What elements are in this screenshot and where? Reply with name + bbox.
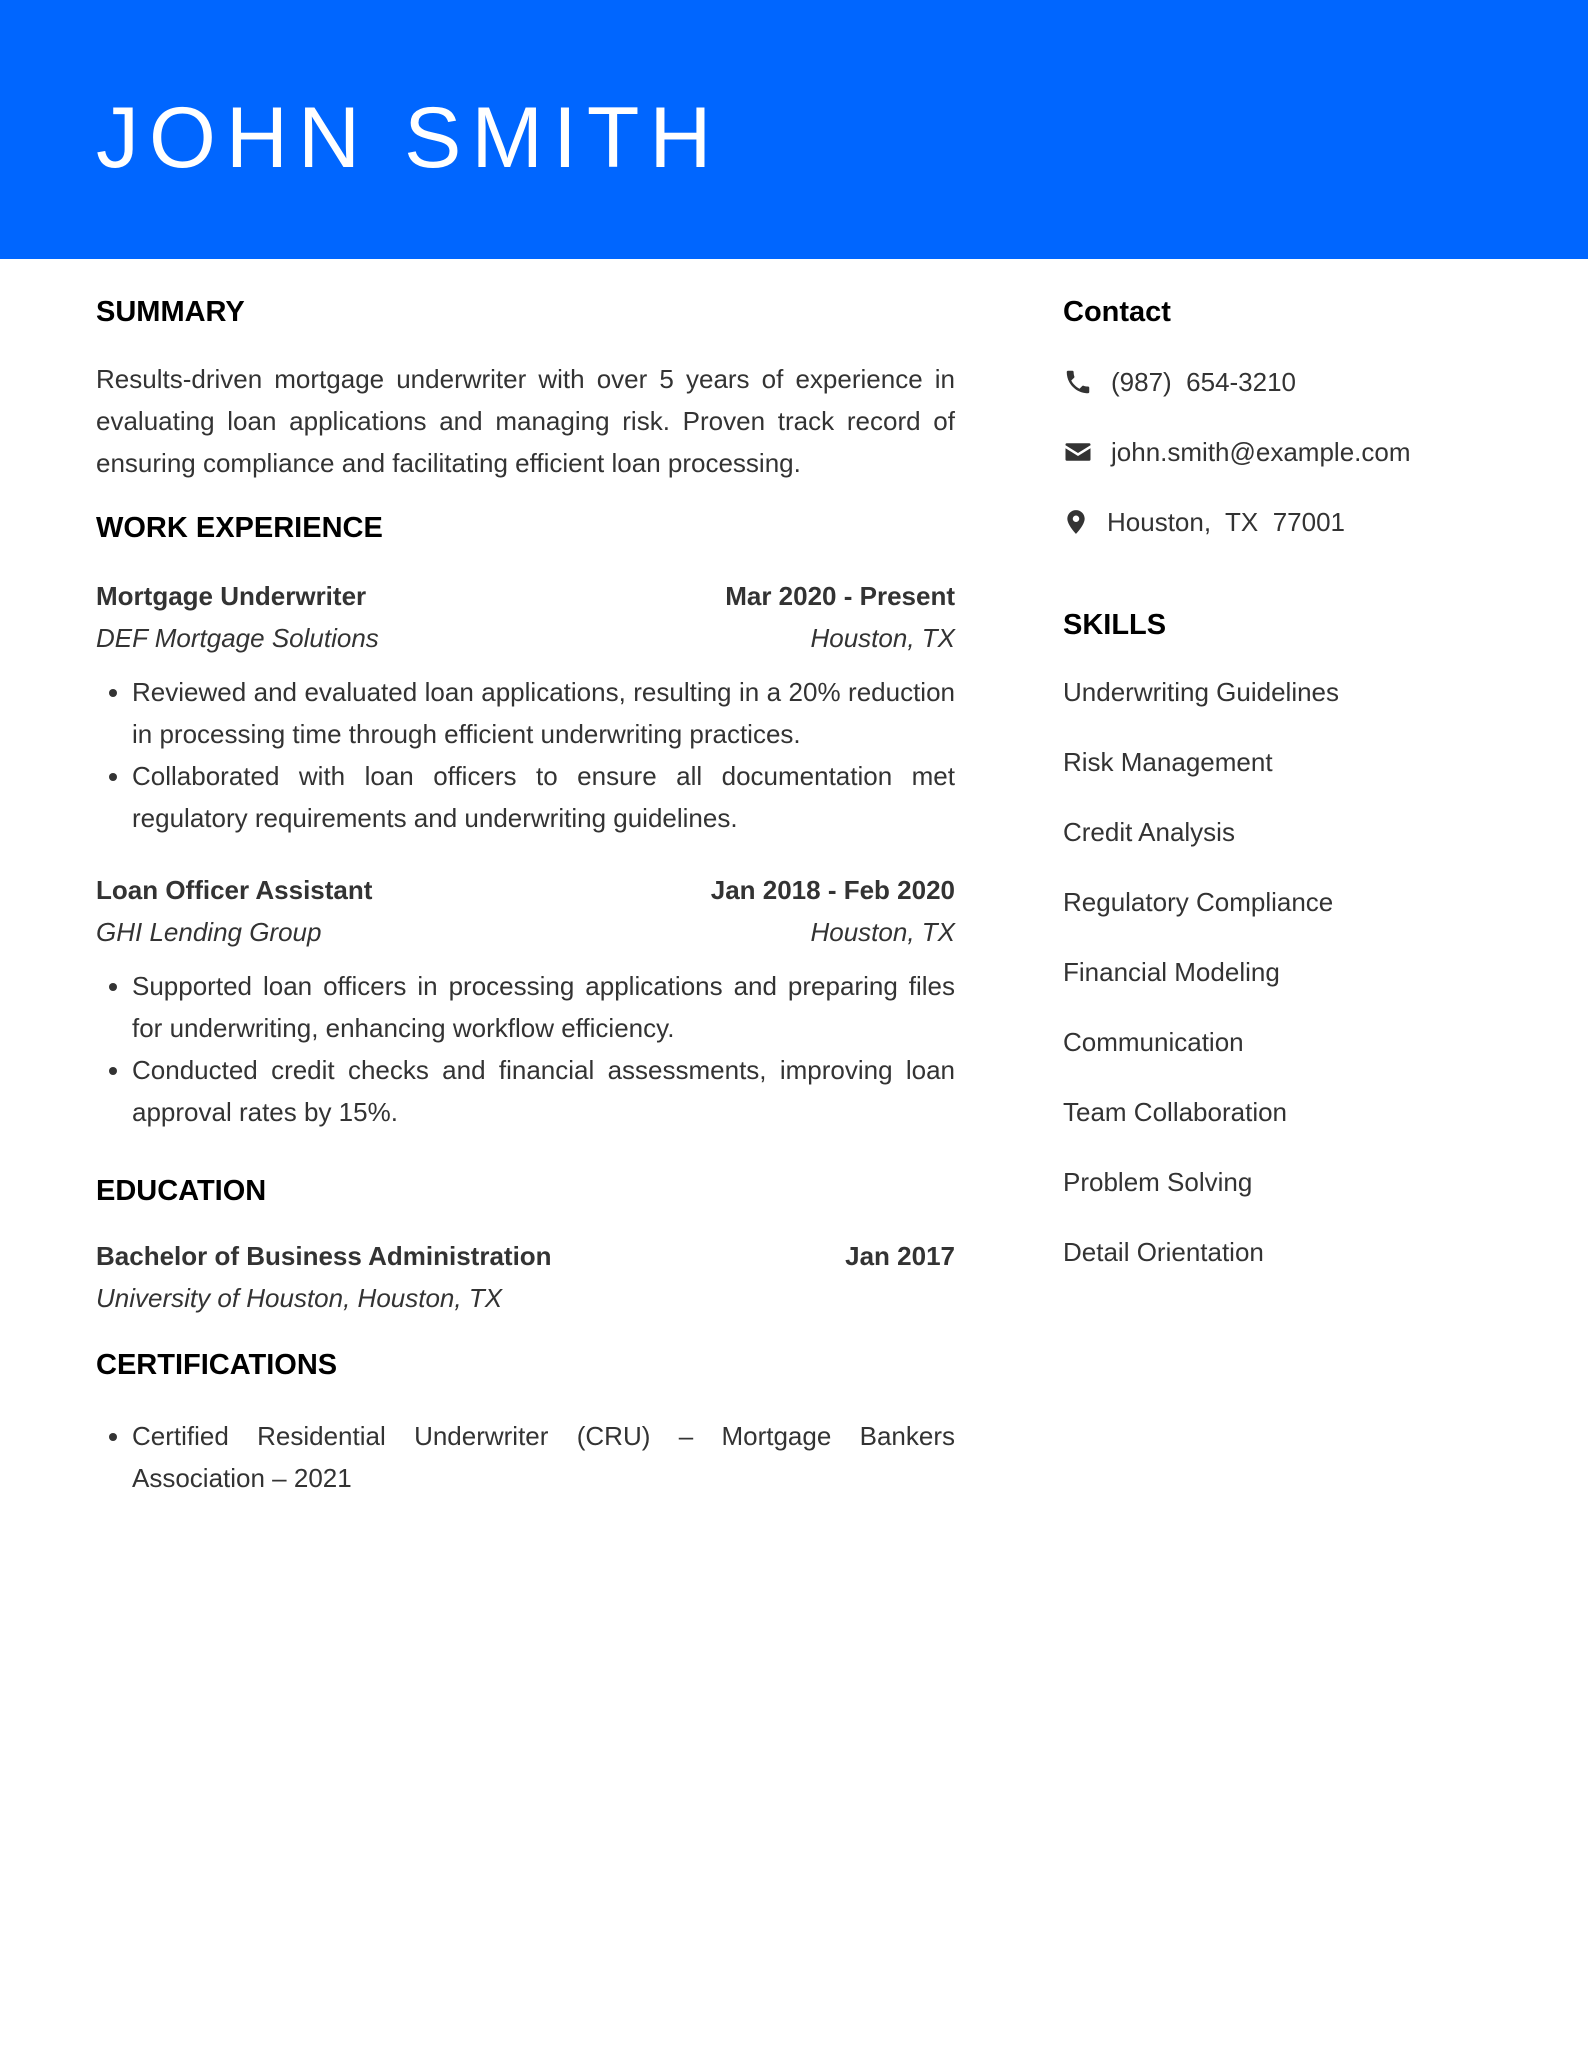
address: Houston, TX 77001 bbox=[1107, 507, 1346, 537]
skill-item: Communication bbox=[1063, 1027, 1244, 1057]
skill-item: Problem Solving bbox=[1063, 1167, 1253, 1197]
certifications-list bbox=[96, 1415, 955, 1499]
job-location: Houston, TX bbox=[810, 917, 955, 947]
job-bullet: • Conducted credit checks and financial assessments, improving loan approval rates by 15%. bbox=[132, 1049, 955, 1133]
job-company: GHI Lending Group bbox=[96, 917, 322, 947]
skill-item: Financial Modeling bbox=[1063, 957, 1280, 987]
job-location: Houston, TX bbox=[810, 623, 955, 653]
job-bullets bbox=[96, 671, 955, 839]
skills-heading: SKILLS bbox=[1063, 609, 1167, 641]
job-entry bbox=[96, 869, 955, 1133]
job-dates: Mar 2020 - Present bbox=[725, 581, 955, 611]
sidebar-column bbox=[1063, 292, 1503, 1273]
main-column bbox=[96, 292, 955, 1499]
certifications-heading: CERTIFICATIONS bbox=[96, 1349, 338, 1381]
degree: Bachelor of Business Administration bbox=[96, 1241, 552, 1271]
skill-item: Team Collaboration bbox=[1063, 1097, 1288, 1127]
certification-item: • Certified Residential Underwriter (CRU) – Mortgage Bankers Association – 2021 bbox=[132, 1415, 955, 1499]
education-heading: EDUCATION bbox=[96, 1175, 267, 1207]
map-pin-icon bbox=[1063, 507, 1089, 537]
job-role: Mortgage Underwriter bbox=[96, 581, 367, 611]
contact-email bbox=[1063, 431, 1503, 473]
job-bullet: • Collaborated with loan officers to ensure all documentation met regulatory requirements and underwriting guidelines. bbox=[132, 755, 955, 839]
job-bullets bbox=[96, 965, 955, 1133]
contact-location bbox=[1063, 501, 1503, 543]
contact-heading: Contact bbox=[1063, 296, 1171, 328]
school: University of Houston, Houston, TX bbox=[96, 1283, 503, 1313]
skill-item: Regulatory Compliance bbox=[1063, 887, 1334, 917]
job-bullet: • Reviewed and evaluated loan applications, resulting in a 20% reduction in processing time through efficient underwriting practices. bbox=[132, 671, 955, 755]
skill-item: Risk Management bbox=[1063, 747, 1273, 777]
job-dates: Jan 2018 - Feb 2020 bbox=[710, 875, 955, 905]
phone-icon bbox=[1063, 367, 1093, 397]
candidate-name: JOHN SMITH bbox=[96, 90, 722, 186]
email-address: john.smith@example.com bbox=[1111, 437, 1411, 467]
education-date: Jan 2017 bbox=[845, 1241, 955, 1271]
skill-item: Detail Orientation bbox=[1063, 1237, 1264, 1267]
skills-list bbox=[1063, 671, 1503, 1273]
work-experience-heading: WORK EXPERIENCE bbox=[96, 512, 383, 544]
skill-item: Credit Analysis bbox=[1063, 817, 1235, 847]
envelope-icon bbox=[1063, 437, 1093, 467]
summary-heading: SUMMARY bbox=[96, 296, 245, 328]
contact-phone bbox=[1063, 361, 1503, 403]
header-banner bbox=[0, 0, 1588, 259]
job-role: Loan Officer Assistant bbox=[96, 875, 373, 905]
education-entry bbox=[96, 1235, 955, 1319]
job-bullet: • Supported loan officers in processing applications and preparing files for underwriting, enhancing workflow efficiency. bbox=[132, 965, 955, 1049]
job-company: DEF Mortgage Solutions bbox=[96, 623, 379, 653]
summary-text: Results-driven mortgage underwriter with over 5 years of experience in evaluating loan applications and managing risk. Proven track record of ensuring compliance and facilitating efficient loan processing. bbox=[96, 364, 955, 478]
skill-item: Underwriting Guidelines bbox=[1063, 677, 1340, 707]
job-entry bbox=[96, 575, 955, 839]
phone-number: (987) 654-3210 bbox=[1111, 367, 1297, 397]
